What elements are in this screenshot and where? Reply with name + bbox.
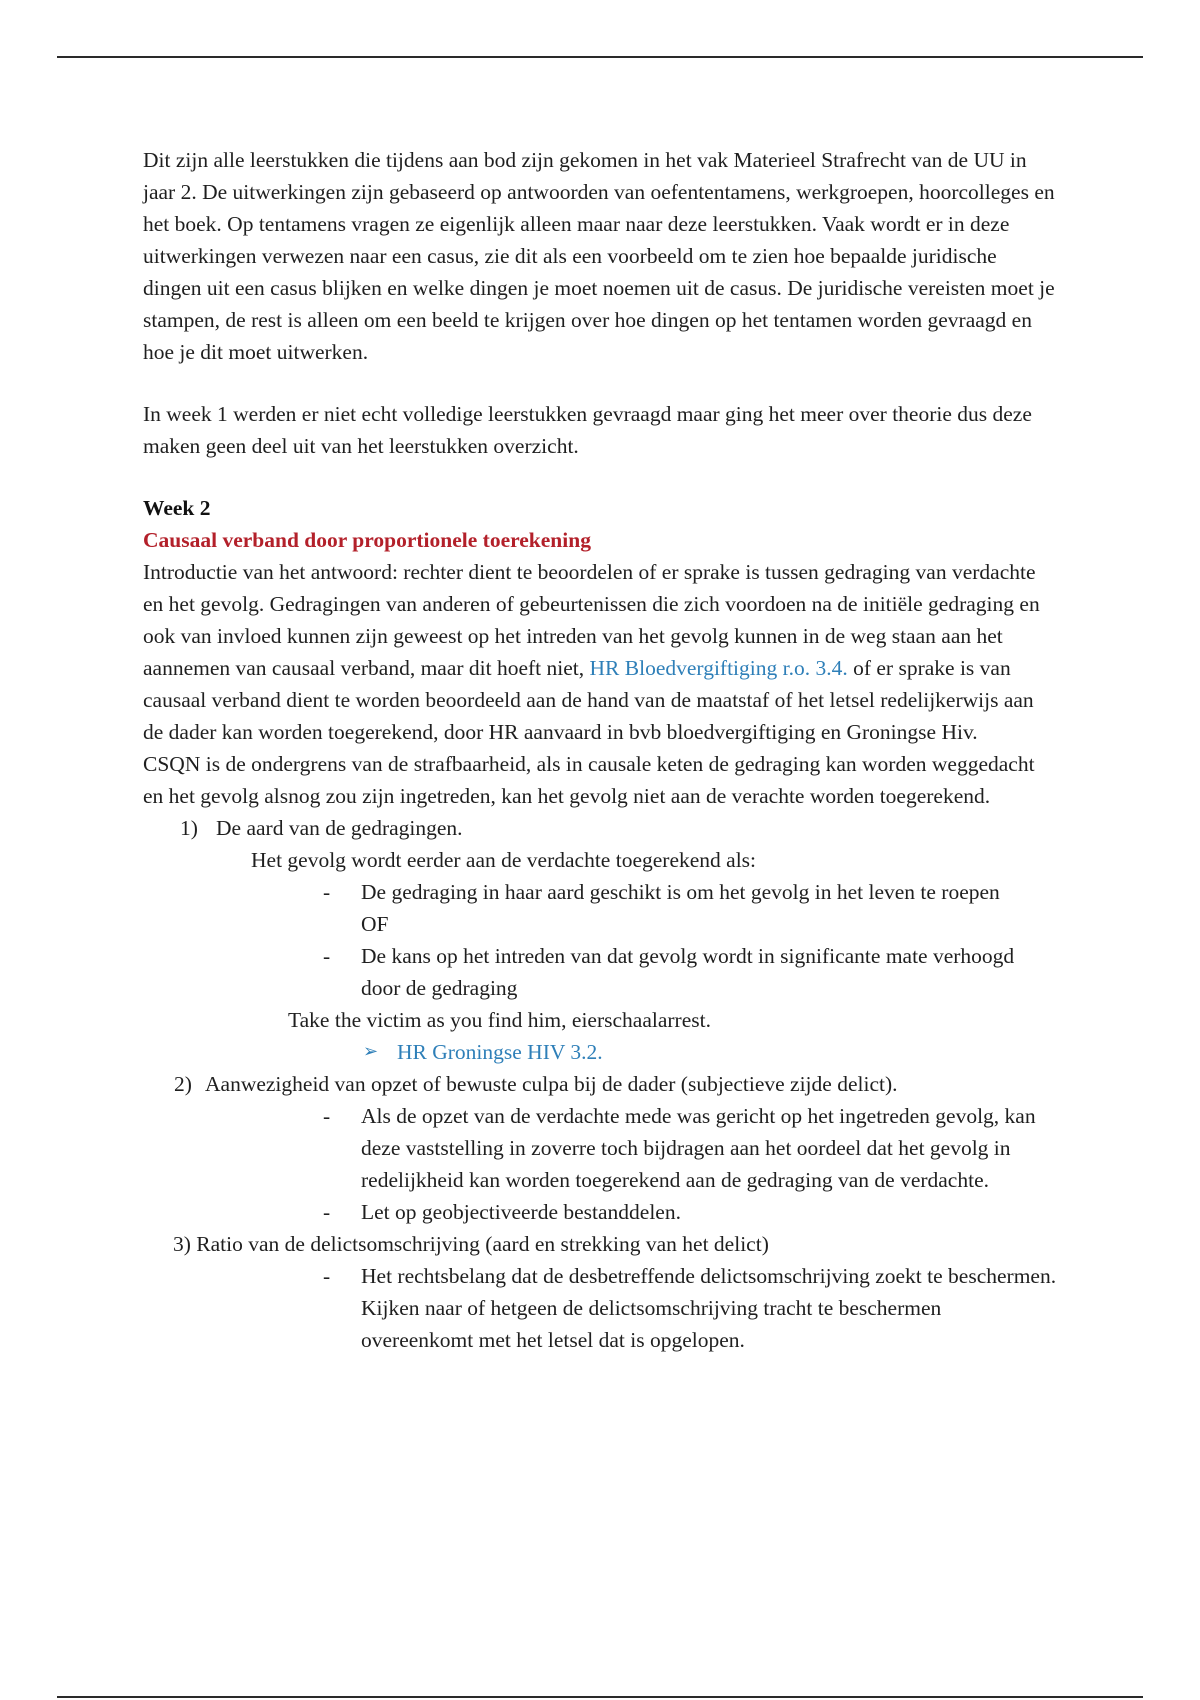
intro-paragraph-1: Dit zijn alle leerstukken die tijdens aan bod zijn gekomen in het vak Materieel Strafrecht van de UU in jaar 2. De uitwerkingen zijn gebaseerd op antwoorden van oefententamens, werkgroepen, hoorcolleges en het boek. Op tentamens vragen ze eigenlijk alleen maar naar deze leerstukken. Vaak wordt er in deze uitwerkingen verwezen naar een casus, zie dit als een voorbeeld om te zien hoe bepaalde juridische dingen uit een casus blijken en welke dingen je moet noemen uit de casus. De juridische vereisten moet je stampen, de rest is alleen om een beeld te krijgen over hoe dingen op het tentamen worden gevraagd en hoe je dit moet uitwerken. [143, 148, 1055, 364]
week-heading: Week 2 [143, 496, 211, 520]
footer-rule [57, 1696, 1143, 1698]
list-item-1-sub: Het gevolg wordt eerder aan de verdachte toegerekend als: [251, 848, 757, 872]
list-item-1 [143, 812, 1058, 844]
or-label: OF [361, 912, 389, 936]
bullet-text: De kans op het intreden van dat gevolg wordt in significante mate verhoogd door de gedraging [361, 944, 1015, 1000]
body-paragraph-1-start: Introductie van het antwoord: rechter dient te beoordelen of er sprake is tussen gedraging van verdachte en het gevolg. Gedragingen van anderen of gebeurtenissen die zich voordoen na de initiële gedraging en ook van invloed kunnen zijn geweest op het intreden van het gevolg kunnen in de weg staan aan het aannemen van causaal verband, maar dit hoeft niet, [143, 560, 1040, 680]
bullet-item [143, 1196, 1058, 1228]
dash-marker: - [323, 1264, 331, 1288]
list-number-1: 1) [180, 816, 198, 840]
eierschaal-note: Take the victim as you find him, eierschaalarrest. [288, 1008, 711, 1032]
bullet-item [143, 876, 1058, 908]
bullet-item [143, 1260, 1058, 1356]
body-paragraph-2: CSQN is de ondergrens van de strafbaarheid, als in causale keten de gedraging kan worden weggedacht en het gevolg alsnog zou zijn ingetreden, kan het gevolg niet aan de verachte worden toegerekend. [143, 752, 1035, 808]
document-body [143, 144, 1058, 1356]
bullet-item [143, 1100, 1058, 1196]
bullet-text: Let op geobjectiveerde bestanddelen. [361, 1200, 681, 1224]
body-paragraph-1 [143, 556, 1058, 748]
list-item-2-text: Aanwezigheid van opzet of bewuste culpa bij de dader (subjectieve zijde delict). [205, 1072, 898, 1096]
bullet-text: Als de opzet van de verdachte mede was gericht op het ingetreden gevolg, kan deze vaststelling in zoverre toch bijdragen aan het oordeel dat het gevolg in redelijkheid kan worden toegerekend aan de gedraging van de verdachte. [361, 1104, 1036, 1192]
list-item-1-text: De aard van de gedragingen. [216, 816, 463, 840]
list-number-2: 2) [174, 1072, 192, 1096]
dash-marker: - [323, 1104, 331, 1128]
arrow-bullet-item [143, 1036, 1058, 1068]
dash-marker: - [323, 944, 331, 968]
body-paragraph-1-end: of er sprake is van causaal verband dient te worden beoordeeld aan de hand van de maatstaf of het letsel redelijkerwijs aan de dader kan worden toegerekend, door HR aanvaard in bvb bloedvergiftiging en Groningse Hiv. [143, 656, 1034, 744]
header-rule [57, 56, 1143, 58]
bullet-text: De gedraging in haar aard geschikt is om het gevolg in het leven te roepen [361, 880, 1000, 904]
bullet-item [143, 940, 1058, 1004]
dash-marker: - [323, 1200, 331, 1224]
dash-marker: - [323, 880, 331, 904]
hr-groningse-hiv-link[interactable]: HR Groningse HIV 3.2. [397, 1040, 603, 1064]
list-item-3: 3) Ratio van de delictsomschrijving (aard en strekking van het delict) [173, 1232, 769, 1256]
list-item-2 [143, 1068, 1058, 1100]
bullet-text: Het rechtsbelang dat de desbetreffende delictsomschrijving zoekt te beschermen. Kijken naar of hetgeen de delictsomschrijving tracht te beschermen overeenkomt met het letsel dat is opgelopen. [361, 1264, 1057, 1352]
section-title: Causaal verband door proportionele toerekening [143, 528, 591, 552]
hr-bloedvergiftiging-link[interactable]: HR Bloedvergiftiging r.o. 3.4. [589, 656, 848, 680]
intro-paragraph-2: In week 1 werden er niet echt volledige leerstukken gevraagd maar ging het meer over theorie dus deze maken geen deel uit van het leerstukken overzicht. [143, 402, 1032, 458]
arrow-bullet-icon: ➢ [363, 1041, 379, 1062]
